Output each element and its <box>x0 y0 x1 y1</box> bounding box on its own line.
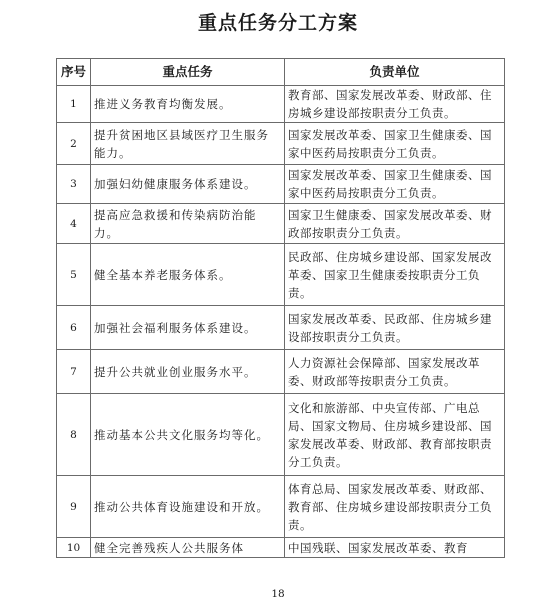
table-row <box>57 538 505 558</box>
row-num: 7 <box>57 350 91 394</box>
row-num: 3 <box>57 165 91 204</box>
row-dept: 文化和旅游部、中央宣传部、广电总局、国家文物局、住房城乡建设部、国家发展改革委、财政部、教育部按职责分工负责。 <box>285 394 505 476</box>
page-number: 18 <box>271 588 285 600</box>
row-task: 健全基本养老服务体系。 <box>91 244 285 306</box>
row-task: 提升贫困地区县域医疗卫生服务能力。 <box>91 123 285 165</box>
table-row <box>57 123 505 165</box>
row-dept: 国家发展改革委、国家卫生健康委、国家中医药局按职责分工负责。 <box>285 165 505 204</box>
table-row <box>57 165 505 204</box>
page-title: 重点任务分工方案 <box>197 12 358 34</box>
row-dept: 体育总局、国家发展改革委、财政部、教育部、住房城乡建设部按职责分工负责。 <box>285 476 505 538</box>
row-num: 8 <box>57 394 91 476</box>
table-row <box>57 306 505 350</box>
row-task: 推进义务教育均衡发展。 <box>91 86 285 123</box>
row-task: 推动基本公共文化服务均等化。 <box>91 394 285 476</box>
row-dept: 教育部、国家发展改革委、财政部、住房城乡建设部按职责分工负责。 <box>285 86 505 123</box>
header-dept: 负责单位 <box>285 59 505 86</box>
table-header-row <box>57 59 505 86</box>
table-row <box>57 86 505 123</box>
row-task: 健全完善残疾人公共服务体 <box>91 538 285 558</box>
row-task: 提升公共就业创业服务水平。 <box>91 350 285 394</box>
table-row <box>57 476 505 538</box>
header-task: 重点任务 <box>91 59 285 86</box>
row-dept: 国家发展改革委、民政部、住房城乡建设部按职责分工负责。 <box>285 306 505 350</box>
row-num: 6 <box>57 306 91 350</box>
row-task: 加强妇幼健康服务体系建设。 <box>91 165 285 204</box>
row-dept: 国家发展改革委、国家卫生健康委、国家中医药局按职责分工负责。 <box>285 123 505 165</box>
row-dept: 民政部、住房城乡建设部、国家发展改革委、国家卫生健康委按职责分工负责。 <box>285 244 505 306</box>
row-num: 9 <box>57 476 91 538</box>
row-num: 1 <box>57 86 91 123</box>
row-dept: 中国残联、国家发展改革委、教育 <box>285 538 505 558</box>
row-num: 4 <box>57 204 91 244</box>
row-task: 提高应急救援和传染病防治能力。 <box>91 204 285 244</box>
table-row <box>57 244 505 306</box>
table-row <box>57 394 505 476</box>
header-num: 序号 <box>57 59 91 86</box>
row-task: 推动公共体育设施建设和开放。 <box>91 476 285 538</box>
row-num: 10 <box>57 538 91 558</box>
row-num: 2 <box>57 123 91 165</box>
table-row <box>57 204 505 244</box>
row-dept: 人力资源社会保障部、国家发展改革委、财政部等按职责分工负责。 <box>285 350 505 394</box>
row-task: 加强社会福利服务体系建设。 <box>91 306 285 350</box>
row-dept: 国家卫生健康委、国家发展改革委、财政部按职责分工负责。 <box>285 204 505 244</box>
task-assignment-table <box>56 58 505 558</box>
table-row <box>57 350 505 394</box>
row-num: 5 <box>57 244 91 306</box>
